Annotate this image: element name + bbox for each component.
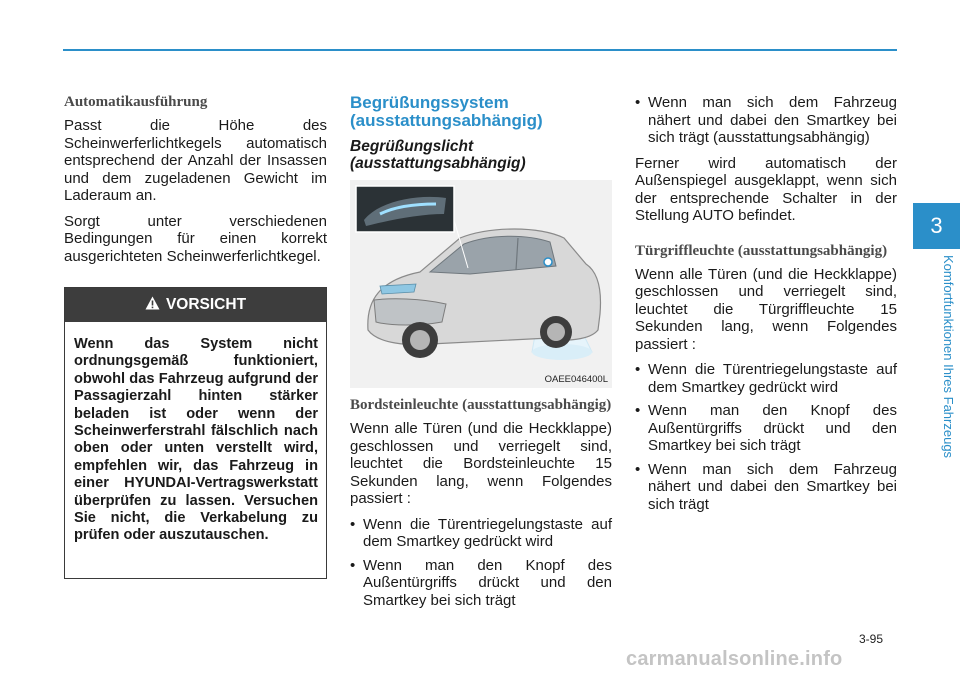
heading-tuergriffleuchte: Türgriffleuchte (ausstattungsabhängig) bbox=[635, 242, 888, 259]
figure-code: OAEE046400L bbox=[544, 374, 608, 385]
header-rule bbox=[63, 49, 897, 51]
heading-automatik: Automatikausführung bbox=[64, 94, 208, 110]
middle-column bbox=[350, 94, 612, 180]
chapter-tab: 3 bbox=[913, 203, 960, 249]
warning-triangle-icon bbox=[145, 296, 160, 315]
list-item: • Wenn man den Knopf des Außentürgriffs drückt und den Smartkey bei sich trägt bbox=[635, 402, 897, 454]
paragraph: Sorgt unter verschiedenen Bedingungen für einen korrekt ausgerichteten Scheinwerferlichtkegel. bbox=[64, 212, 327, 265]
list-item: • Wenn man den Knopf des Außentürgriffs drückt und den Smartkey bei sich trägt bbox=[350, 556, 612, 609]
right-column bbox=[635, 94, 897, 521]
list-item: • Wenn man sich dem Fahrzeug nähert und dabei den Smartkey bei sich trägt (ausstattungsabhängig) bbox=[635, 94, 897, 146]
subsection-title: Begrüßungslicht (ausstattungsabhängig) bbox=[350, 138, 526, 172]
middle-column-lower bbox=[350, 397, 612, 617]
chapter-title: Komfortfunktionen Ihres Fahrzeugs bbox=[941, 255, 956, 459]
left-column bbox=[64, 94, 327, 273]
list-item: • Wenn die Türentriegelungstaste auf dem Smartkey gedrückt wird bbox=[635, 361, 897, 396]
paragraph: Passt die Höhe des Scheinwerferlichtkegels automatisch entsprechend der Anzahl der Insassen und dem zugeladenen Gewicht im Laderaum an. bbox=[64, 117, 327, 204]
section-title: Begrüßungssystem (ausstattungsabhängig) bbox=[350, 93, 543, 130]
paragraph: Ferner wird automatisch der Außenspiegel ausgeklappt, wenn sich der entsprechende Schalter in der Stellung AUTO befindet. bbox=[635, 154, 897, 224]
car-illustration bbox=[350, 180, 612, 388]
list-item: • Wenn man sich dem Fahrzeug nähert und dabei den Smartkey bei sich trägt bbox=[635, 460, 897, 513]
bullet-list bbox=[635, 94, 897, 147]
bullet-list bbox=[635, 361, 897, 513]
paragraph: Wenn alle Türen (und die Heckklappe) geschlossen und verriegelt sind, leuchtet die Bordsteinleuchte 15 Sekunden lang, wenn Folgendes passiert : bbox=[350, 420, 612, 507]
paragraph: Wenn alle Türen (und die Heckklappe) geschlossen und verriegelt sind, leuchtet die Türgriffleuchte 15 Sekunden lang, wenn Folgendes passiert : bbox=[635, 265, 897, 353]
caution-title: VORSICHT bbox=[165, 296, 247, 313]
caution-box bbox=[64, 287, 327, 579]
watermark: carmanualsonline.info bbox=[626, 648, 843, 670]
page-number: 3-95 bbox=[859, 632, 884, 646]
list-item: • Wenn die Türentriegelungstaste auf dem Smartkey gedrückt wird bbox=[350, 515, 612, 550]
caution-text: Wenn das System nicht ordnungsgemäß funktioniert, obwohl das Fahrzeug aufgrund der Passagierzahl hinten stärker beladen ist oder wenn der Scheinwerferstrahl fälschlich nach oben oder unten verstellt wird, empfehlen wir, das Fahrzeug in einer HYUNDAI-Vertragswerkstatt überprüfen zu lassen. Versuchen Sie nicht, die Verkabelung zu prüfen oder auszutauschen. bbox=[74, 336, 318, 544]
bullet-list bbox=[350, 516, 612, 610]
heading-bordsteinleuchte: Bordsteinleuchte (ausstattungsabhängig) bbox=[350, 397, 612, 413]
caution-header bbox=[65, 288, 326, 322]
